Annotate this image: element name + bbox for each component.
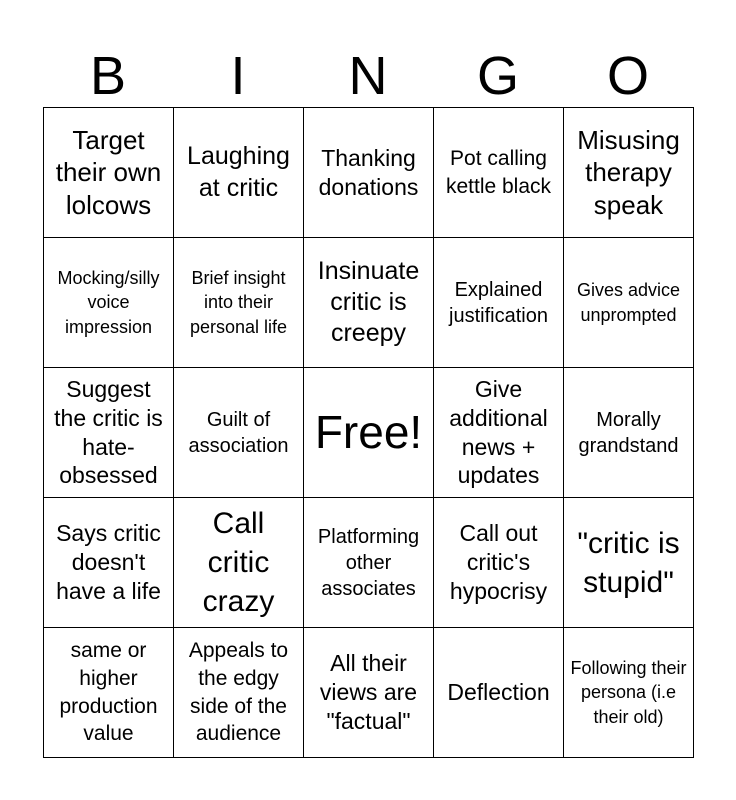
- bingo-cell[interactable]: [564, 368, 694, 498]
- cell-label: Mocking/silly voice impression: [57, 267, 160, 337]
- cell-label: Brief insight into their personal life: [189, 267, 288, 337]
- bingo-header: [43, 44, 693, 108]
- bingo-cell[interactable]: [174, 498, 304, 628]
- free-space-cell[interactable]: [304, 368, 434, 498]
- cell-label: Appeals to the edgy side of the audience: [188, 639, 289, 746]
- bingo-cell[interactable]: [434, 238, 564, 368]
- bingo-cell[interactable]: [44, 238, 174, 368]
- cell-label: Platforming other associates: [317, 525, 420, 600]
- header-letter-o: O: [606, 46, 649, 106]
- cell-label: Pot calling kettle black: [445, 146, 552, 198]
- cell-label: Says critic doesn't have a life: [56, 520, 161, 604]
- bingo-board: [43, 107, 694, 758]
- cell-label: Misusing therapy speak: [577, 124, 680, 220]
- cell-label: Morally grandstand: [578, 408, 679, 457]
- free-space-label: Free!: [314, 406, 423, 459]
- bingo-cell[interactable]: [44, 108, 174, 238]
- bingo-cell[interactable]: [434, 108, 564, 238]
- bingo-cell[interactable]: [174, 628, 304, 758]
- bingo-cell[interactable]: [174, 368, 304, 498]
- header-letter-b: B: [89, 46, 127, 106]
- bingo-cell[interactable]: [44, 368, 174, 498]
- cell-label: Suggest the critic is hate-obsessed: [54, 376, 163, 489]
- bingo-cell[interactable]: [564, 628, 694, 758]
- bingo-cell[interactable]: [304, 108, 434, 238]
- cell-label: All their views are "factual": [319, 650, 418, 734]
- bingo-cell[interactable]: [174, 108, 304, 238]
- header-letter-n: N: [348, 46, 388, 106]
- bingo-cell[interactable]: [564, 238, 694, 368]
- cell-label: same or higher production value: [59, 639, 158, 746]
- cell-label: Guilt of association: [188, 408, 289, 457]
- cell-label: Target their own lolcows: [55, 124, 162, 220]
- bingo-cell[interactable]: [44, 498, 174, 628]
- cell-label: Insinuate critic is creepy: [317, 256, 420, 348]
- bingo-cell[interactable]: [174, 238, 304, 368]
- cell-label: Thanking donations: [318, 144, 419, 200]
- bingo-cell[interactable]: [434, 498, 564, 628]
- cell-label: Give additional news + updates: [449, 376, 548, 489]
- cell-label: Following their persona (i.e their old): [570, 657, 687, 727]
- bingo-cell[interactable]: [434, 368, 564, 498]
- bingo-cell[interactable]: [44, 628, 174, 758]
- cell-label: Call critic crazy: [202, 507, 275, 618]
- cell-label: "critic is stupid": [577, 526, 680, 599]
- bingo-cell[interactable]: [304, 628, 434, 758]
- bingo-cell[interactable]: [564, 108, 694, 238]
- bingo-cell[interactable]: [304, 498, 434, 628]
- cell-label: Deflection: [447, 679, 550, 706]
- cell-label: Gives advice unprompted: [576, 280, 681, 325]
- bingo-cell[interactable]: [304, 238, 434, 368]
- header-letter-g: G: [476, 46, 519, 106]
- cell-label: Call out critic's hypocrisy: [449, 520, 548, 604]
- header-letter-i: I: [230, 46, 246, 106]
- cell-label: Laughing at critic: [187, 142, 290, 202]
- bingo-cell[interactable]: [564, 498, 694, 628]
- cell-label: Explained justification: [449, 278, 548, 327]
- bingo-cell[interactable]: [434, 628, 564, 758]
